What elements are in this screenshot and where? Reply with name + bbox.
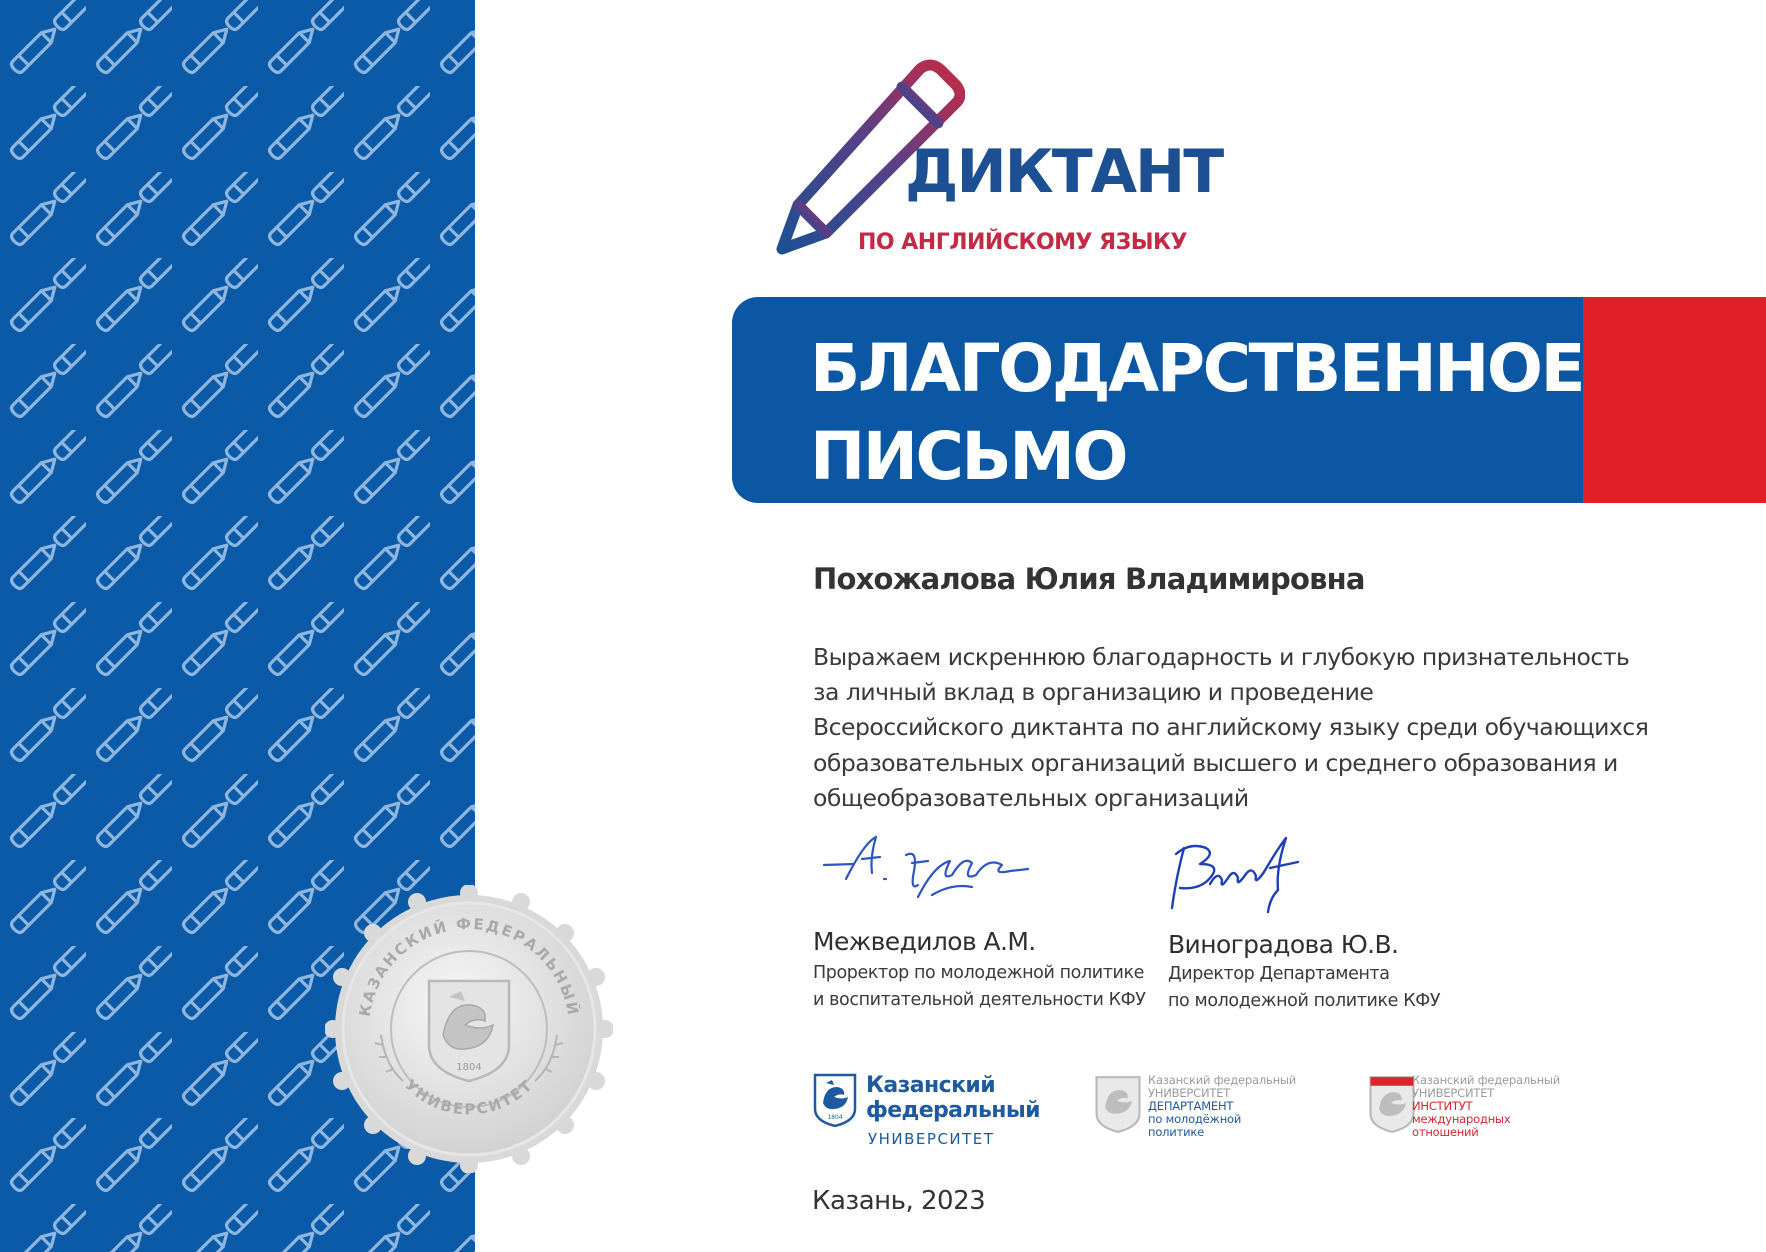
signer-role-line: Проректор по молодежной политике <box>813 963 1145 983</box>
department-logo-text <box>1148 1074 1296 1139</box>
university-seal <box>325 885 613 1173</box>
gratitude-line: общеобразовательных организаций <box>813 783 1249 812</box>
institute-univ-line-1: Казанский федеральный <box>1412 1073 1561 1087</box>
signer-role-line: и воспитательной деятельности КФУ <box>813 990 1146 1010</box>
department-unit-line-3: политике <box>1148 1125 1204 1139</box>
banner-red-accent <box>1583 297 1766 503</box>
seal-top-text: КАЗАНСКИЙ ФЕДЕРАЛЬНЫЙ <box>355 914 583 1019</box>
department-univ-line-2: УНИВЕРСИТЕТ <box>1148 1086 1231 1100</box>
recipient-name: Похожалова Юлия Владимировна <box>813 562 1365 596</box>
document-title-line-1: БЛАГОДАРСТВЕННОЕ <box>810 330 1584 407</box>
signer-role-line: по молодежной политике КФУ <box>1168 991 1441 1011</box>
institute-unit-line-2: международных <box>1412 1112 1511 1126</box>
kfu-logo-text <box>866 1073 1040 1123</box>
signer-name-2: Виноградова Ю.В. <box>1168 930 1399 959</box>
signer-role-2 <box>1168 961 1440 1015</box>
institute-unit-line-1: ИНСТИТУТ <box>1412 1099 1473 1113</box>
gratitude-text <box>813 640 1693 816</box>
gratitude-line: Выражаем искреннюю благодарность и глубокую признательность <box>813 643 1630 671</box>
document-title-line-2: ПИСЬМО <box>810 418 1126 495</box>
institute-logo-text <box>1412 1074 1560 1139</box>
seal-year: 1804 <box>456 1062 482 1073</box>
gratitude-line: за личный вклад в организацию и проведение <box>813 678 1374 707</box>
signature-vinogradova <box>1160 828 1310 928</box>
logo-title: ДИКТАНТ <box>905 137 1223 207</box>
document-title-banner <box>732 297 1766 503</box>
institute-emblem-icon <box>1367 1075 1417 1133</box>
department-univ-line-1: Казанский федеральный <box>1148 1073 1297 1087</box>
signer-role-1 <box>813 960 1146 1014</box>
institute-unit-line-3: отношений <box>1412 1125 1479 1139</box>
kfu-emblem-icon <box>813 1073 857 1127</box>
signer-role-line: Директор Департамента <box>1168 964 1390 984</box>
kfu-emblem-year: 1804 <box>827 1114 843 1121</box>
signature-mezhvedilov <box>822 825 1037 920</box>
department-unit-line-2: по молодёжной <box>1148 1112 1242 1126</box>
kfu-logo-line-1: Казанский <box>866 1073 996 1098</box>
kfu-logo-sub: УНИВЕРСИТЕТ <box>868 1130 995 1148</box>
city-year: Казань, 2023 <box>812 1186 986 1216</box>
logo-subtitle: ПО АНГЛИЙСКОМУ ЯЗЫКУ <box>858 230 1187 255</box>
document-title <box>810 325 1583 501</box>
signer-name-1: Межведилов А.М. <box>813 927 1036 956</box>
department-unit-line-1: ДЕПАРТАМЕНТ <box>1148 1099 1234 1113</box>
gratitude-line: образовательных организаций высшего и среднего образования и <box>813 748 1618 777</box>
institute-univ-line-2: УНИВЕРСИТЕТ <box>1412 1086 1495 1100</box>
gratitude-line: Всероссийского диктанта по английскому языку среди обучающихся <box>813 713 1649 742</box>
seal-bottom-text: УНИВЕРСИТЕТ <box>401 1075 537 1119</box>
department-emblem-icon <box>1093 1075 1143 1133</box>
kfu-logo-line-2: федеральный <box>866 1098 1040 1123</box>
